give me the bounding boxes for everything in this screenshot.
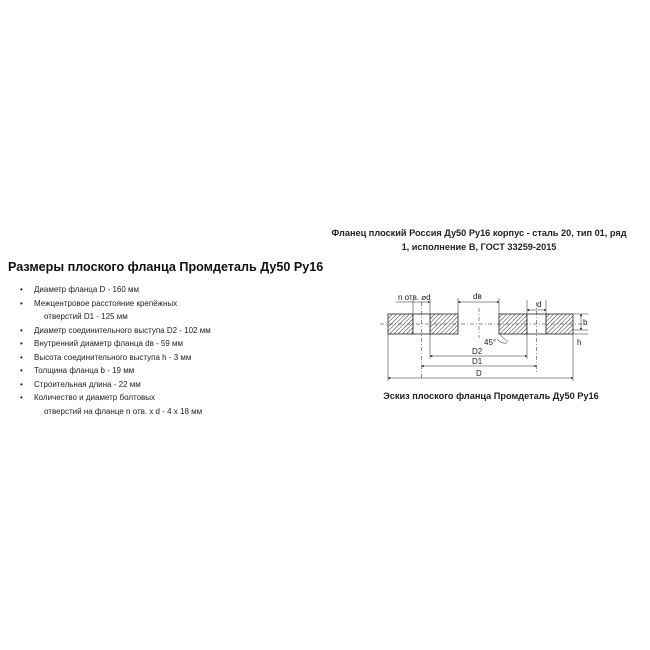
spec-list (20, 283, 320, 418)
label-b: b (583, 318, 588, 327)
spec-text: Межцентровое расстояние крепёжных (34, 298, 178, 308)
label-angle: 45° (484, 338, 497, 347)
spec-item-bolt-circle (20, 297, 320, 324)
bullet-icon: • (20, 339, 23, 348)
spec-item-inner-diameter (20, 337, 320, 351)
label-h: h (577, 338, 582, 347)
spec-text-continued: отверстий D1 - 125 мм (44, 312, 128, 321)
spec-item-raised-face-height (20, 351, 320, 365)
bullet-icon: • (20, 393, 23, 402)
spec-item-thickness (20, 364, 320, 378)
bullet-icon: • (20, 285, 23, 294)
sketch-caption: Эскиз плоского фланца Промдеталь Ду50 Ру16 (383, 391, 599, 401)
flange-sketch (380, 288, 592, 384)
bullet-icon: • (20, 366, 23, 375)
label-dv: dв (473, 292, 482, 301)
spec-text: Диаметр фланца D - 160 мм (34, 285, 140, 294)
label-D2: D2 (472, 347, 483, 356)
bullet-icon: • (20, 325, 23, 335)
spec-item-bolt-holes (20, 391, 320, 418)
spec-item-raised-face-diameter (20, 324, 320, 338)
label-d: d (537, 300, 542, 309)
spec-text: Внутренний диаметр фланца dв - 59 мм (34, 339, 184, 348)
spec-text: Количество и диаметр болтовых (34, 393, 156, 402)
spec-item-diameter (20, 283, 320, 297)
label-holes: n отв. ⌀d (398, 293, 431, 302)
bullet-icon: • (20, 379, 23, 389)
label-D1: D1 (472, 357, 483, 366)
spec-text: Толщина фланца b - 19 мм (34, 366, 135, 375)
spec-text: Строительная длина - 22 мм (34, 379, 141, 389)
section-title: Размеры плоского фланца Промдеталь Ду50 Ру16 (8, 260, 324, 274)
spec-item-length (20, 378, 320, 392)
label-D: D (476, 369, 482, 378)
bullet-icon: • (20, 352, 23, 362)
product-title-line-1: Фланец плоский Россия Ду50 Ру16 корпус - сталь 20, тип 01, ряд (331, 228, 627, 238)
spec-text: Диаметр соединительного выступа D2 - 102 мм (34, 325, 211, 335)
spec-text: Высота соединительного выступа h - 3 мм (34, 352, 192, 362)
product-title (320, 226, 638, 254)
product-title-line-2: 1, исполнение В, ГОСТ 33259-2015 (401, 242, 557, 252)
bullet-icon: • (20, 298, 23, 308)
spec-text-continued: отверстий на фланце n отв. x d - 4 x 18 мм (44, 406, 203, 416)
